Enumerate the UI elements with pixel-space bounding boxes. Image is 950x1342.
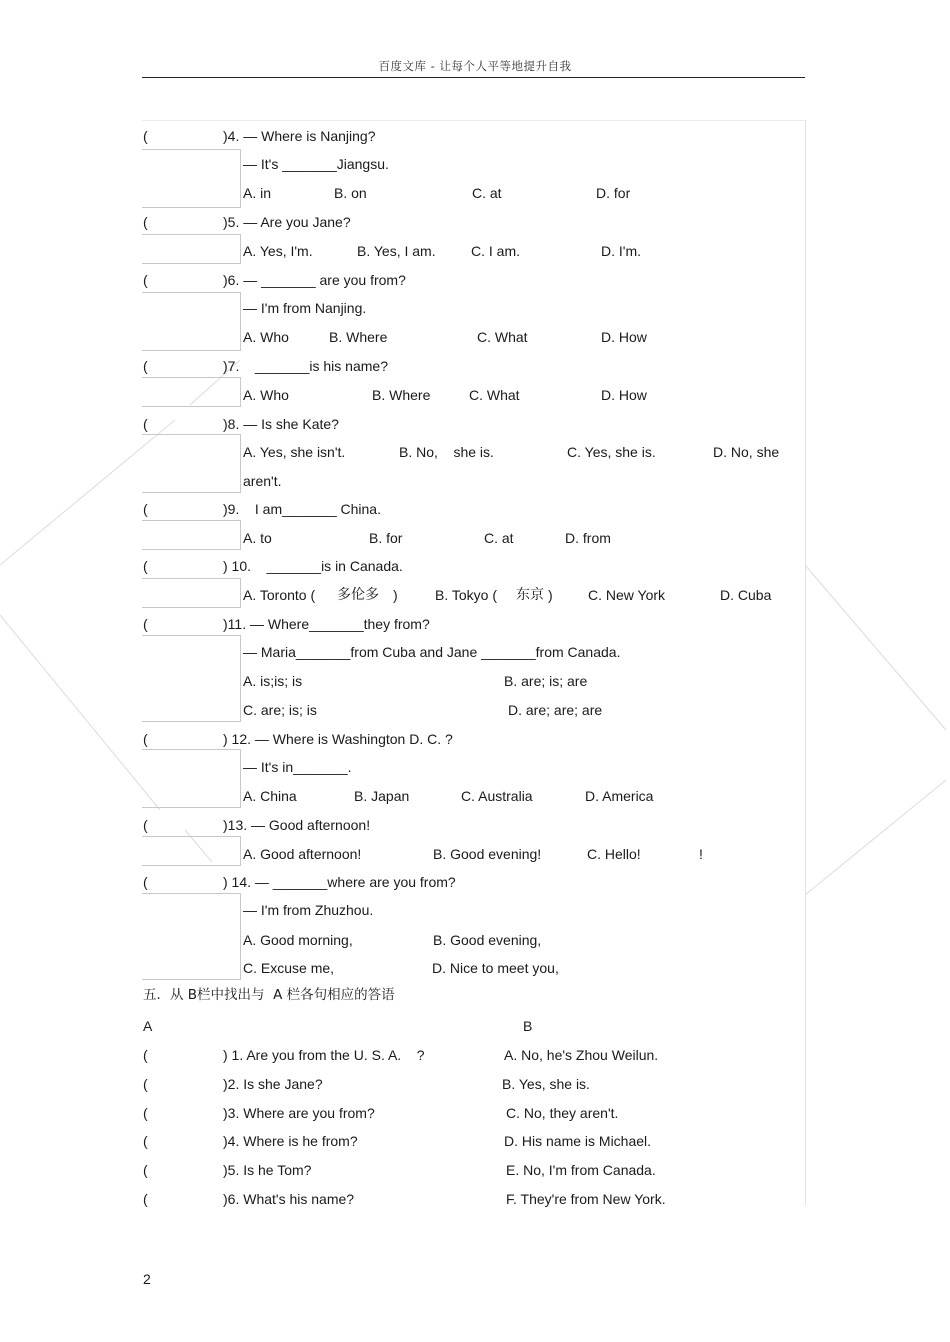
answer-box[interactable]: [142, 893, 241, 980]
column-a-header: A: [143, 1018, 153, 1034]
option-b: B. Yes, I am.: [357, 243, 436, 259]
match-paren: (: [143, 1047, 148, 1063]
match-paren: (: [143, 1162, 148, 1178]
question-text: )7. _______is his name?: [223, 358, 388, 374]
option-c: C. Excuse me,: [243, 960, 335, 976]
option-b: B. Where: [372, 387, 431, 403]
answer-paren: (: [143, 214, 148, 230]
option-d: D. How: [601, 329, 647, 345]
option-b: B. Good evening,: [433, 932, 542, 948]
answer-box[interactable]: [142, 578, 241, 608]
question-text: )5. — Are you Jane?: [223, 214, 351, 230]
option-d: D. from: [565, 530, 611, 546]
option-c: C. New York: [588, 587, 666, 603]
question-line: — It's _______Jiangsu.: [243, 156, 389, 172]
answer-paren: (: [143, 501, 148, 517]
question-line: — Maria_______from Cuba and Jane _______from Canada.: [243, 644, 621, 660]
question-line: — I'm from Zhuzhou.: [243, 902, 374, 918]
option-a: A. Who: [243, 329, 289, 345]
option-a: A. in: [243, 185, 272, 201]
page-header: 百度文库 - 让每个人平等地提升自我: [378, 59, 572, 73]
option-d: D. for: [596, 185, 631, 201]
option-d: D. No, she: [713, 444, 780, 460]
match-answer: D. His name is Michael.: [504, 1133, 652, 1149]
option-c: C. at: [484, 530, 514, 546]
option-a: A. is;is; is: [243, 673, 303, 689]
section-title: 五．从 B栏中找出与 A 栏各句相应的答语: [143, 987, 395, 1003]
question-text: )8. — Is she Kate?: [223, 416, 339, 432]
option-d-continued: aren't.: [243, 473, 282, 489]
question-text: ) 12. — Where is Washington D. C. ?: [223, 731, 453, 747]
match-paren: (: [143, 1105, 148, 1121]
question-text: )6. — _______ are you from?: [223, 272, 406, 288]
option-c: C. What: [469, 387, 520, 403]
answer-box[interactable]: [142, 635, 241, 722]
option-b: B. No, she is.: [399, 444, 494, 460]
option-a: A. Toronto (: [243, 587, 316, 603]
option-d: D. Nice to meet you,: [432, 960, 559, 976]
answer-box[interactable]: [142, 749, 241, 808]
option-d: D. I'm.: [601, 243, 642, 259]
column-b-header: B: [523, 1018, 533, 1034]
option-a-close: ): [393, 587, 398, 603]
question-text: )11. — Where_______they from?: [223, 616, 430, 632]
option-b: B. on: [334, 185, 367, 201]
question-text: )4. — Where is Nanjing?: [223, 128, 376, 144]
match-question: )2. Is she Jane?: [223, 1076, 323, 1092]
match-question: ) 1. Are you from the U. S. A. ?: [223, 1047, 425, 1063]
match-answer: F. They're from New York.: [506, 1191, 666, 1207]
match-question: )3. Where are you from?: [223, 1105, 375, 1121]
answer-paren: (: [143, 272, 148, 288]
question-text: ) 10. _______is in Canada.: [223, 558, 403, 574]
option-a: A. Yes, I'm.: [243, 243, 313, 259]
option-b-chinese: 东京: [516, 587, 544, 603]
match-question: )6. What's his name?: [223, 1191, 355, 1207]
option-b: B. Japan: [354, 788, 410, 804]
option-c: C. Australia: [461, 788, 533, 804]
question-line: — I'm from Nanjing.: [243, 300, 367, 316]
option-c: C. Hello!: [587, 846, 641, 862]
option-b-close: ): [548, 587, 553, 603]
option-b: B. are; is; are: [504, 673, 588, 689]
answer-paren: (: [143, 616, 148, 632]
match-answer: B. Yes, she is.: [502, 1076, 590, 1092]
match-answer: A. No, he's Zhou Weilun.: [504, 1047, 659, 1063]
option-a: A. Good afternoon!: [243, 846, 362, 862]
match-paren: (: [143, 1191, 148, 1207]
option-b: B. for: [369, 530, 403, 546]
option-d: D. Cuba: [720, 587, 772, 603]
option-d: D. America: [585, 788, 654, 804]
answer-paren: (: [143, 128, 148, 144]
answer-box[interactable]: [142, 234, 241, 264]
answer-paren: (: [143, 358, 148, 374]
answer-box[interactable]: [142, 520, 241, 550]
question-text: )9. I am_______ China.: [223, 501, 381, 517]
option-a: A. Yes, she isn't.: [243, 444, 346, 460]
question-text: )13. — Good afternoon!: [223, 817, 371, 833]
option-c: C. are; is; is: [243, 702, 317, 718]
answer-paren: (: [143, 817, 148, 833]
question-text: ) 14. — _______where are you from?: [223, 874, 456, 890]
answer-box[interactable]: [142, 149, 241, 208]
match-paren: (: [143, 1076, 148, 1092]
option-a: A. Good morning,: [243, 932, 353, 948]
answer-box[interactable]: [142, 434, 241, 493]
option-a: A. to: [243, 530, 272, 546]
option-c: C. I am.: [471, 243, 521, 259]
match-paren: (: [143, 1133, 148, 1149]
answer-paren: (: [143, 874, 148, 890]
answer-box[interactable]: [142, 292, 241, 351]
option-d: !: [699, 846, 703, 862]
match-answer: E. No, I'm from Canada.: [506, 1162, 656, 1178]
answer-paren: (: [143, 558, 148, 574]
option-b: B. Tokyo (: [435, 587, 497, 603]
option-b: B. Where: [329, 329, 388, 345]
option-d: D. are; are; are: [508, 702, 603, 718]
option-b: B. Good evening!: [433, 846, 542, 862]
answer-paren: (: [143, 416, 148, 432]
answer-paren: (: [143, 731, 148, 747]
option-c: C. at: [472, 185, 502, 201]
option-a: A. China: [243, 788, 297, 804]
answer-box[interactable]: [142, 377, 241, 407]
option-c: C. What: [477, 329, 528, 345]
question-line: — It's in_______.: [243, 759, 352, 775]
option-a-chinese: 多伦多: [337, 587, 379, 603]
option-a: A. Who: [243, 387, 289, 403]
option-d: D. How: [601, 387, 647, 403]
option-c: C. Yes, she is.: [567, 444, 656, 460]
answer-box[interactable]: [142, 836, 241, 866]
page-number: 2: [143, 1271, 151, 1287]
match-question: )5. Is he Tom?: [223, 1162, 312, 1178]
match-answer: C. No, they aren't.: [506, 1105, 619, 1121]
match-question: )4. Where is he from?: [223, 1133, 358, 1149]
